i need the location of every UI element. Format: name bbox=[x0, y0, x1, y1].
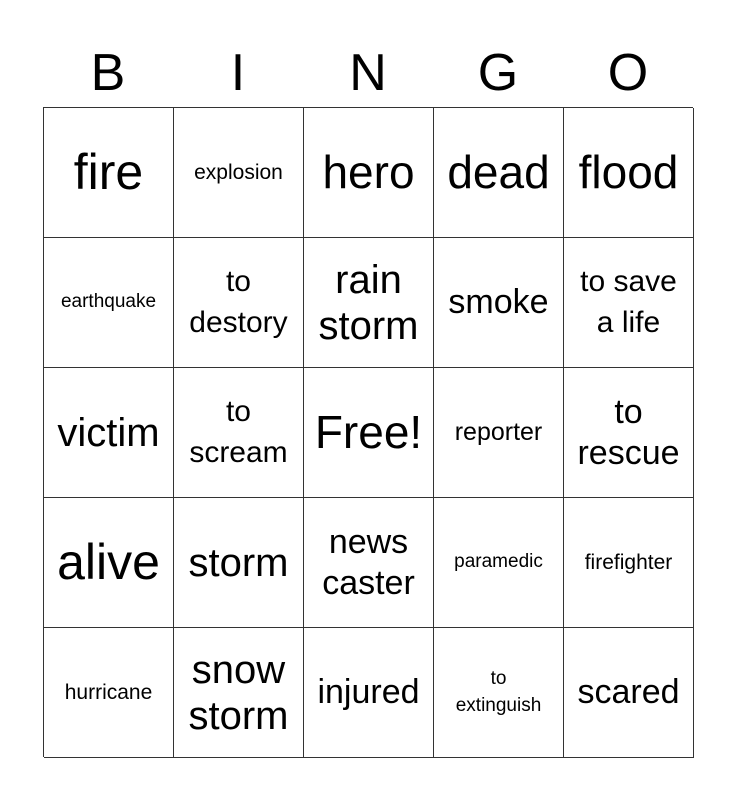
header-letter-o: O bbox=[607, 44, 649, 102]
cell-text: victim bbox=[57, 410, 160, 455]
bingo-cell[interactable] bbox=[44, 628, 174, 758]
bingo-cell[interactable] bbox=[564, 628, 694, 758]
cell-text: injured bbox=[317, 673, 420, 712]
bingo-cell[interactable] bbox=[304, 108, 434, 238]
cell-text: flood bbox=[578, 146, 679, 199]
bingo-cell[interactable] bbox=[564, 498, 694, 628]
cell-text: explosion bbox=[194, 160, 283, 184]
bingo-cell[interactable] bbox=[564, 108, 694, 238]
cell-text: snow storm bbox=[188, 647, 289, 738]
cell-text: to extinguish bbox=[455, 667, 542, 716]
cell-text: scared bbox=[577, 673, 680, 712]
bingo-cell[interactable] bbox=[174, 628, 304, 758]
header-letter-b: B bbox=[90, 44, 126, 102]
bingo-cell[interactable] bbox=[564, 368, 694, 498]
cell-text: rain storm bbox=[318, 257, 419, 348]
header-letter-g: G bbox=[477, 44, 519, 102]
bingo-cell-free[interactable] bbox=[304, 368, 434, 498]
bingo-cell[interactable] bbox=[44, 108, 174, 238]
cell-text: paramedic bbox=[454, 551, 543, 573]
cell-text: smoke bbox=[448, 283, 549, 322]
bingo-cell[interactable] bbox=[44, 238, 174, 368]
cell-text: reporter bbox=[454, 418, 543, 447]
cell-text: hurricane bbox=[64, 680, 153, 704]
cell-text: to save a life bbox=[580, 265, 677, 339]
cell-text: Free! bbox=[314, 406, 423, 459]
bingo-cell[interactable] bbox=[44, 368, 174, 498]
bingo-cell[interactable] bbox=[174, 108, 304, 238]
cell-text: fire bbox=[73, 144, 144, 201]
bingo-cell[interactable] bbox=[434, 628, 564, 758]
header-letter-i: I bbox=[230, 44, 246, 102]
bingo-cell[interactable] bbox=[304, 628, 434, 758]
bingo-header bbox=[43, 40, 693, 106]
bingo-cell[interactable] bbox=[304, 238, 434, 368]
bingo-cell[interactable] bbox=[564, 238, 694, 368]
cell-text: to rescue bbox=[577, 392, 680, 472]
bingo-cell[interactable] bbox=[44, 498, 174, 628]
cell-text: news caster bbox=[322, 522, 415, 602]
cell-text: dead bbox=[447, 146, 550, 199]
cell-text: firefighter bbox=[584, 550, 673, 574]
cell-text: alive bbox=[57, 534, 160, 591]
bingo-cell[interactable] bbox=[174, 498, 304, 628]
bingo-cell[interactable] bbox=[434, 368, 564, 498]
cell-text: to destory bbox=[189, 265, 288, 339]
cell-text: to scream bbox=[189, 395, 288, 469]
bingo-cell[interactable] bbox=[434, 238, 564, 368]
bingo-cell[interactable] bbox=[434, 108, 564, 238]
header-letter-n: N bbox=[349, 44, 387, 102]
bingo-cell[interactable] bbox=[304, 498, 434, 628]
bingo-cell[interactable] bbox=[434, 498, 564, 628]
bingo-cell[interactable] bbox=[174, 238, 304, 368]
bingo-board bbox=[43, 107, 693, 757]
bingo-cell[interactable] bbox=[174, 368, 304, 498]
cell-text: storm bbox=[188, 540, 289, 585]
cell-text: hero bbox=[322, 146, 415, 199]
cell-text: earthquake bbox=[60, 291, 157, 313]
